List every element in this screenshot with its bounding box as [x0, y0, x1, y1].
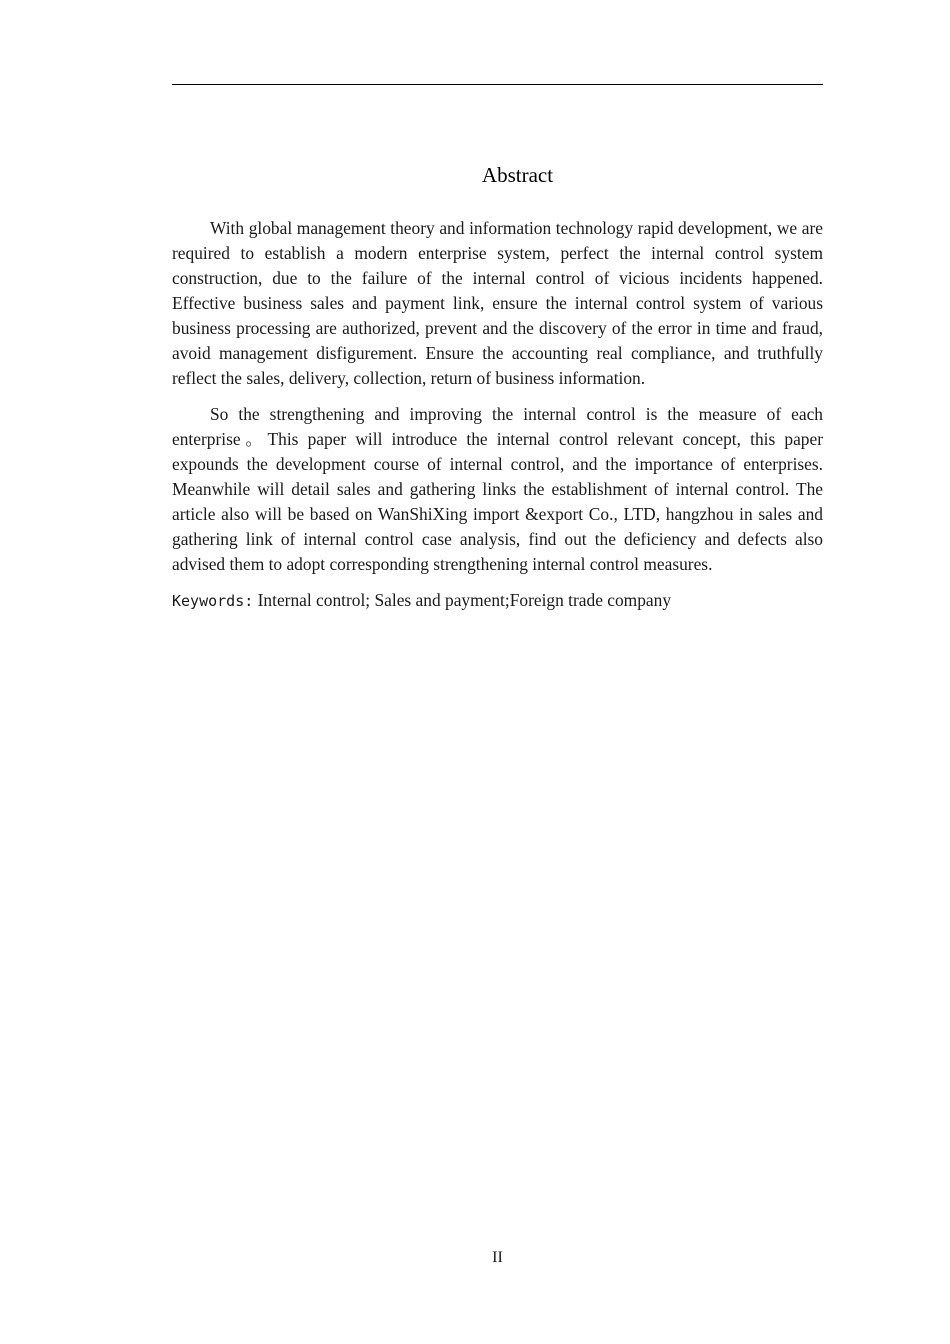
- keywords-line: [172, 588, 823, 614]
- abstract-title: Abstract: [481, 163, 554, 187]
- keywords-text: Internal control; Sales and payment;Foreign trade company: [253, 590, 672, 610]
- page-content: [172, 158, 823, 614]
- header-rule: [172, 84, 823, 85]
- page-number: II: [492, 1249, 503, 1266]
- abstract-paragraph-2: So the strengthening and improving the internal control is the measure of each enterprise。This paper will introduce the internal control relevant concept, this paper expounds the development course of internal control, and the importance of enterprises. Meanwhile will detail sales and gathering links the establishment of internal control. The article also will be based on WanShiXing import &export Co., LTD, hangzhou in sales and gathering link of internal control case analysis, find out the deficiency and defects also advised them to adopt corresponding strengthening internal control measures.: [172, 404, 823, 574]
- abstract-paragraph-1: With global management theory and information technology rapid development, we are required to establish a modern enterprise system, perfect the internal control system construction, due to the failure of the internal control of vicious incidents happened. Effective business sales and payment link, ensure the internal control system of various business processing are authorized, prevent and the discovery of the error in time and fraud, avoid management disfigurement. Ensure the accounting real compliance, and truthfully reflect the sales, delivery, collection, return of business information.: [172, 218, 823, 388]
- keywords-label: Keywords:: [172, 592, 254, 610]
